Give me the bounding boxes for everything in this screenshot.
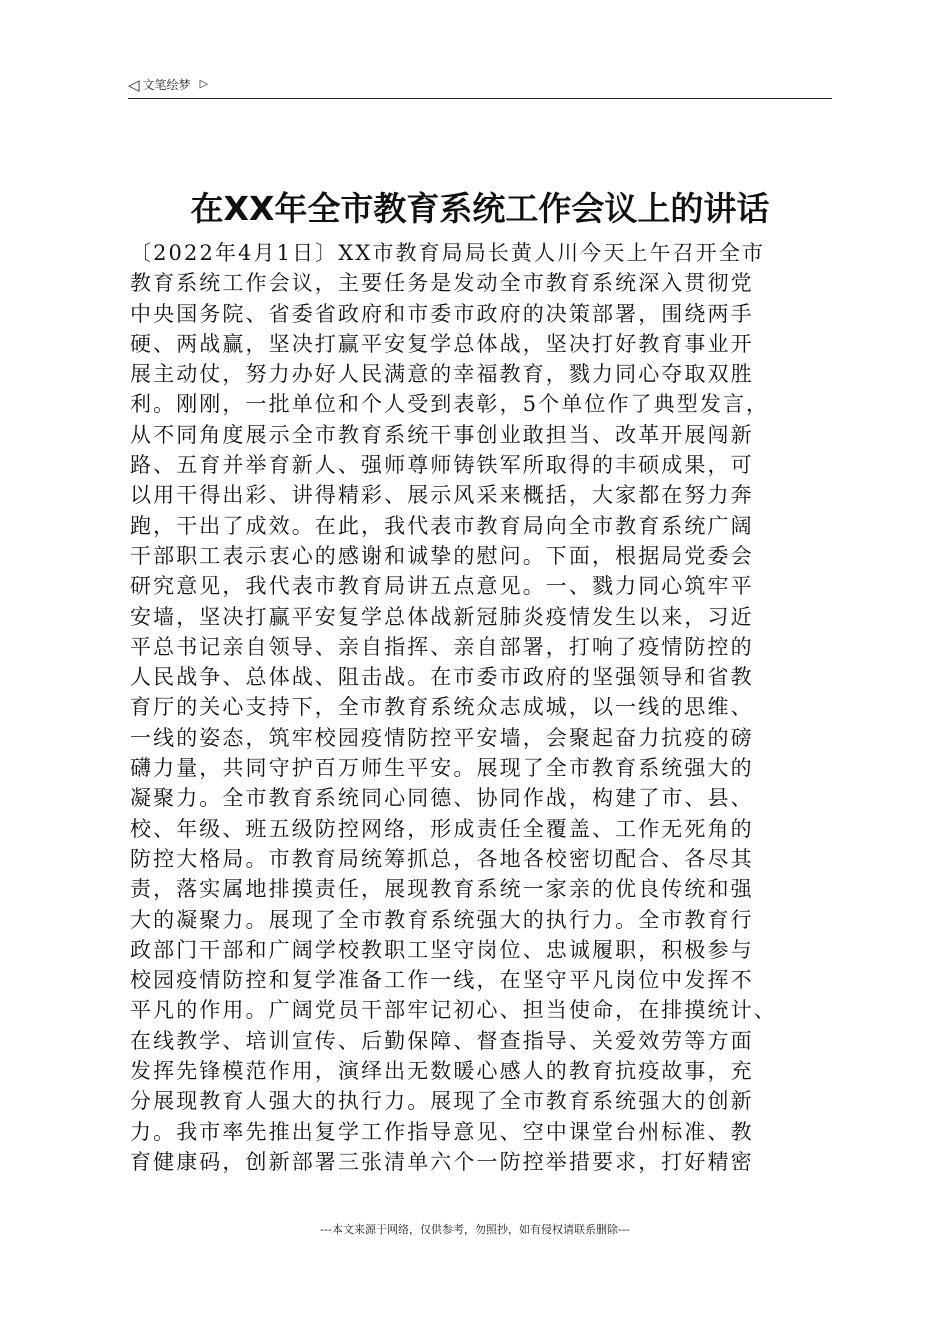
body-line: 研究意见，我代表市教育局讲五点意见。一、戮力同心筑牢平 — [130, 574, 754, 599]
body-line: 平凡的作用。广阔党员干部牢记初心、担当使命，在排摸统计、 — [130, 998, 777, 1023]
body-line: 育厅的关心支持下，全市教育系统众志成城，以一线的思维、 — [130, 695, 754, 720]
body-line: 中央国务院、省委省政府和市委市政府的决策部署，围绕两手 — [130, 301, 754, 326]
body-line: 路、五育并举育新人、强师尊师铸铁军所取得的丰硕成果，可 — [130, 453, 754, 478]
body-line: 礴力量，共同守护百万师生平安。展现了全市教育系统强大的 — [130, 756, 754, 781]
body-line: 平总书记亲自领导、亲自指挥、亲自部署，打响了疫情防控的 — [130, 634, 754, 659]
page-header — [128, 74, 832, 99]
body-line: 政部门干部和广阔学校教职工坚守岗位、忠诚履职，积极参与 — [130, 937, 754, 962]
body-line: 力。我市率先推出复学工作指导意见、空中课堂台州标准、教 — [130, 1119, 754, 1144]
body-line: 分展现教育人强大的执行力。展现了全市教育系统强大的创新 — [130, 1089, 754, 1114]
body-line: 发挥先锋模范作用，演绎出无数暖心感人的教育抗疫故事，充 — [130, 1059, 754, 1084]
left-triangle-icon: ◁ — [128, 76, 140, 94]
body-line: 〔2022年4月1日〕XX市教育局局长黄人川今天上午召开全市 — [130, 241, 766, 265]
body-line: 干部职工表示衷心的感谢和诚挚的慰问。下面，根据局党委会 — [130, 543, 754, 568]
body-line: 校园疫情防控和复学准备工作一线，在坚守平凡岗位中发挥不 — [130, 968, 754, 993]
page-footer: ---本文来源于网络，仅供参考，勿照抄，如有侵权请联系删除--- — [320, 1223, 630, 1236]
body-line: 防控大格局。市教育局统筹抓总，各地各校密切配合、各尽其 — [130, 846, 754, 871]
document-title: 在XX年全市教育系统工作会议上的讲话 — [190, 189, 770, 228]
body-line: 责，落实属地排摸责任，展现教育系统一家亲的优良传统和强 — [130, 877, 754, 902]
right-triangle-icon: ▷ — [199, 77, 209, 90]
body-line: 在线教学、培训宣传、后勤保障、督查指导、关爱效劳等方面 — [130, 1028, 754, 1053]
body-line: 育健康码，创新部署三张清单六个一防控举措要求，打好精密 — [130, 1149, 754, 1174]
brand-mark — [128, 74, 208, 95]
body-line: 硬、两战赢，坚决打赢平安复学总体战，坚决打好教育事业开 — [130, 331, 754, 356]
body-line: 人民战争、总体战、阻击战。在市委市政府的坚强领导和省教 — [130, 665, 754, 690]
body-line: 校、年级、班五级防控网络，形成责任全覆盖、工作无死角的 — [130, 816, 754, 841]
body-line: 展主动仗，努力办好人民满意的幸福教育，戮力同心夺取双胜 — [130, 362, 754, 387]
brand-name: 文笔绘梦 — [142, 78, 191, 92]
body-line: 跑，干出了成效。在此，我代表市教育局向全市教育系统广阔 — [130, 513, 754, 538]
body-line: 大的凝聚力。展现了全市教育系统强大的执行力。全市教育行 — [130, 907, 754, 932]
body-line: 从不同角度展示全市教育系统干事创业敢担当、改革开展闯新 — [130, 422, 754, 447]
document-body — [130, 238, 840, 1177]
body-line: 利。刚刚，一批单位和个人受到表彰，5个单位作了典型发言， — [130, 392, 770, 417]
body-line: 安墙，坚决打赢平安复学总体战新冠肺炎疫情发生以来，习近 — [130, 604, 754, 629]
body-line: 凝聚力。全市教育系统同心同德、协同作战，构建了市、县、 — [130, 786, 754, 811]
body-line: 教育系统工作会议，主要任务是发动全市教育系统深入贯彻党 — [130, 271, 754, 296]
body-line: 一线的姿态，筑牢校园疫情防控平安墙，会聚起奋力抗疫的磅 — [130, 725, 754, 750]
body-line: 以用干得出彩、讲得精彩、展示风采来概括，大家都在努力奔 — [130, 483, 754, 508]
